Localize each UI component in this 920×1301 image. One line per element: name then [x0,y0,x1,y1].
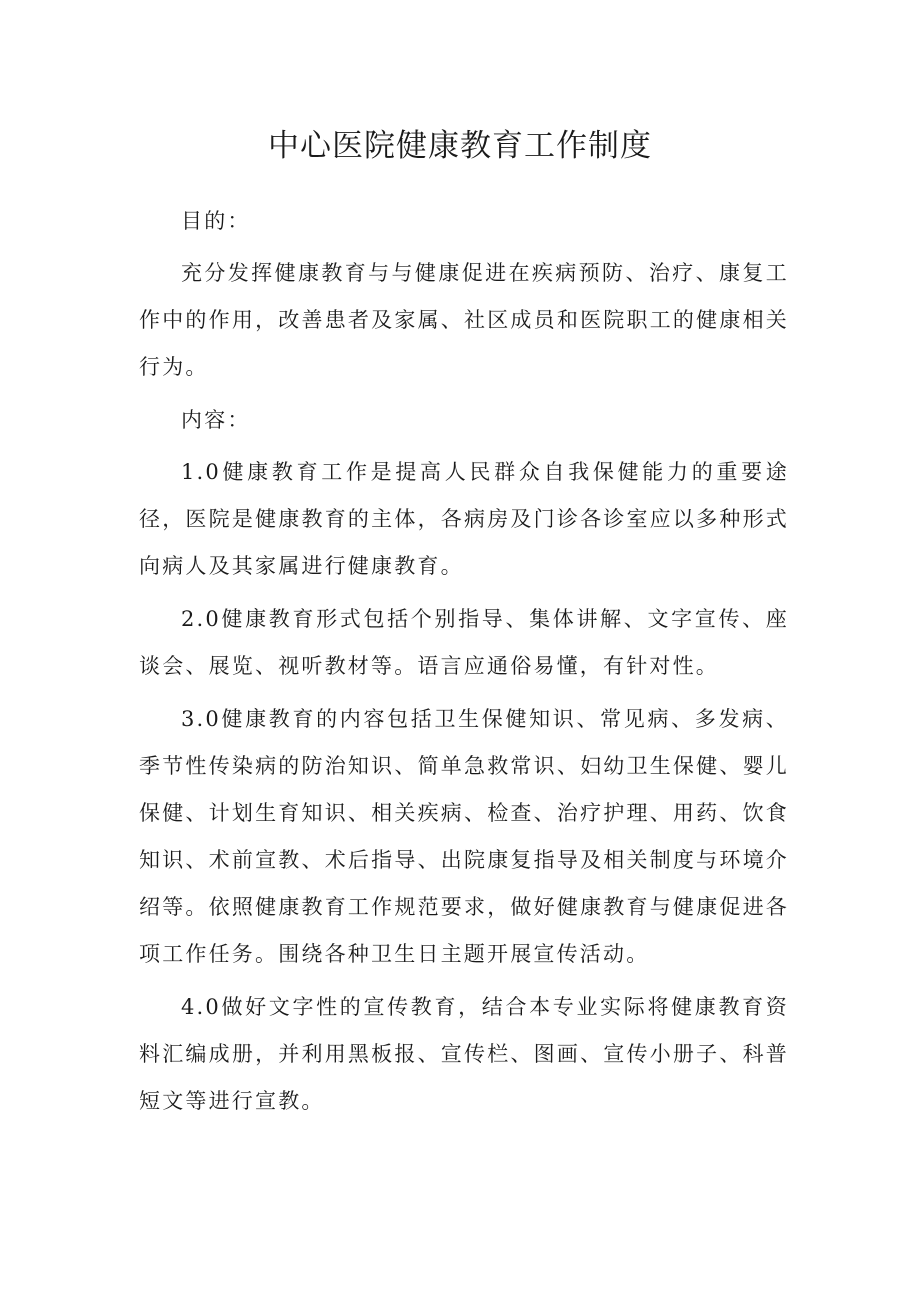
content-item-4: 4.0做好文字性的宣传教育，结合本专业实际将健康教育资料汇编成册，并利用黑板报、宣传栏、图画、宣传小册子、科普短文等进行宣教。 [139,995,789,1113]
content-label: 内容： [181,408,251,432]
purpose-paragraph: 充分发挥健康教育与与健康促进在疾病预防、治疗、康复工作中的作用，改善患者及家属、社区成员和医院职工的健康相关行为。 [139,261,789,379]
content-item-3: 3.0健康教育的内容包括卫生保健知识、常见病、多发病、季节性传染病的防治知识、简单急救常识、妇幼卫生保健、婴儿保健、计划生育知识、相关疾病、检查、治疗护理、用药、饮食知识、术前宣教、术后指导、出院康复指导及相关制度与环境介绍等。依照健康教育工作规范要求，做好健康教育与健康促进各项工作任务。围绕各种卫生日主题开展宣传活动。 [139,707,789,966]
document-title: 中心医院健康教育工作制度 [268,128,652,164]
purpose-label: 目的： [181,209,251,233]
document-body [139,198,789,1131]
content-item-2: 2.0健康教育形式包括个别指导、集体讲解、文字宣传、座谈会、展览、视听教材等。语言应通俗易懂，有针对性。 [139,607,789,678]
content-item-1: 1.0健康教育工作是提高人民群众自我保健能力的重要途径，医院是健康教育的主体，各病房及门诊各诊室应以多种形式向病人及其家属进行健康教育。 [139,460,789,578]
